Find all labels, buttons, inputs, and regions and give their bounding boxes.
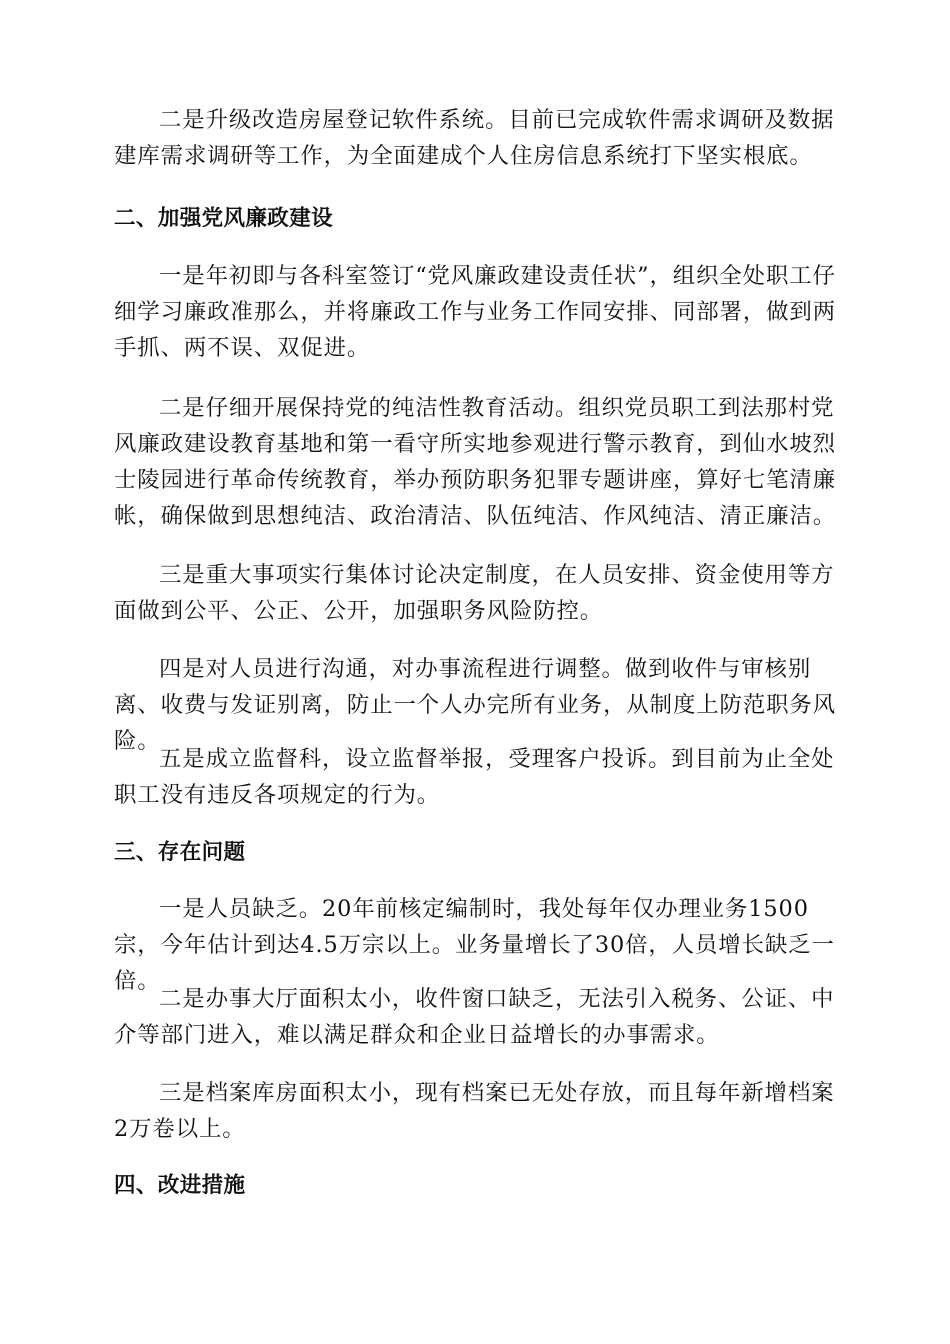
heading-party-conduct: 二、加强党风廉政建设 bbox=[114, 206, 334, 231]
heading-existing-problems: 三、存在问题 bbox=[114, 840, 246, 865]
paragraph-purity-education: 二是仔细开展保持党的纯洁性教育活动。组织党员职工到法那村党风廉政建设教育基地和第一看守所实地参观进行警示教育，到仙水坡烈士陵园进行革命传统教育，举办预防职务犯罪专题讲座，算好七笔清廉帐，确保做到思想纯洁、政治清洁、队伍纯洁、作风纯洁、清正廉洁。 bbox=[114, 395, 837, 529]
paragraph-responsibility-pledge: 一是年初即与各科室签订“党风廉政建设责任状”，组织全处职工仔细学习廉政准那么，并将廉政工作与业务工作同安排、同部署，做到两手抓、两不误、双促进。 bbox=[114, 263, 837, 361]
paragraph-collective-decision: 三是重大事项实行集体讨论决定制度，在人员安排、资金使用等方面做到公平、公正、公开，加强职务风险防控。 bbox=[114, 562, 835, 624]
paragraph-software-upgrade: 二是升级改造房屋登记软件系统。目前已完成软件需求调研及数据建库需求调研等工作，为全面建成个人住房信息系统打下坚实根底。 bbox=[114, 107, 835, 169]
paragraph-archive-storage: 三是档案库房面积太小，现有档案已无处存放，而且每年新增档案2万卷以上。 bbox=[114, 1080, 835, 1142]
paragraph-supervision-section: 五是成立监督科，设立监督举报，受理客户投诉。到目前为止全处职工没有违反各项规定的行为。 bbox=[114, 746, 835, 808]
paragraph-hall-size: 二是办事大厅面积太小，收件窗口缺乏，无法引入税务、公证、中介等部门进入，难以满足群众和企业日益增长的办事需求。 bbox=[114, 986, 835, 1048]
paragraph-process-adjustment: 四是对人员进行沟通，对办事流程进行调整。做到收件与审核别离、收费与发证别离，防止一个人办完所有业务，从制度上防范职务风险。 bbox=[114, 656, 837, 754]
paragraph-staff-shortage: 一是人员缺乏。20年前核定编制时，我处每年仅办理业务1500宗，今年估计到达4.5万宗以上。业务量增长了30倍，人员增长缺乏一倍。 bbox=[114, 896, 835, 994]
heading-improvement-measures: 四、改进措施 bbox=[114, 1173, 246, 1198]
